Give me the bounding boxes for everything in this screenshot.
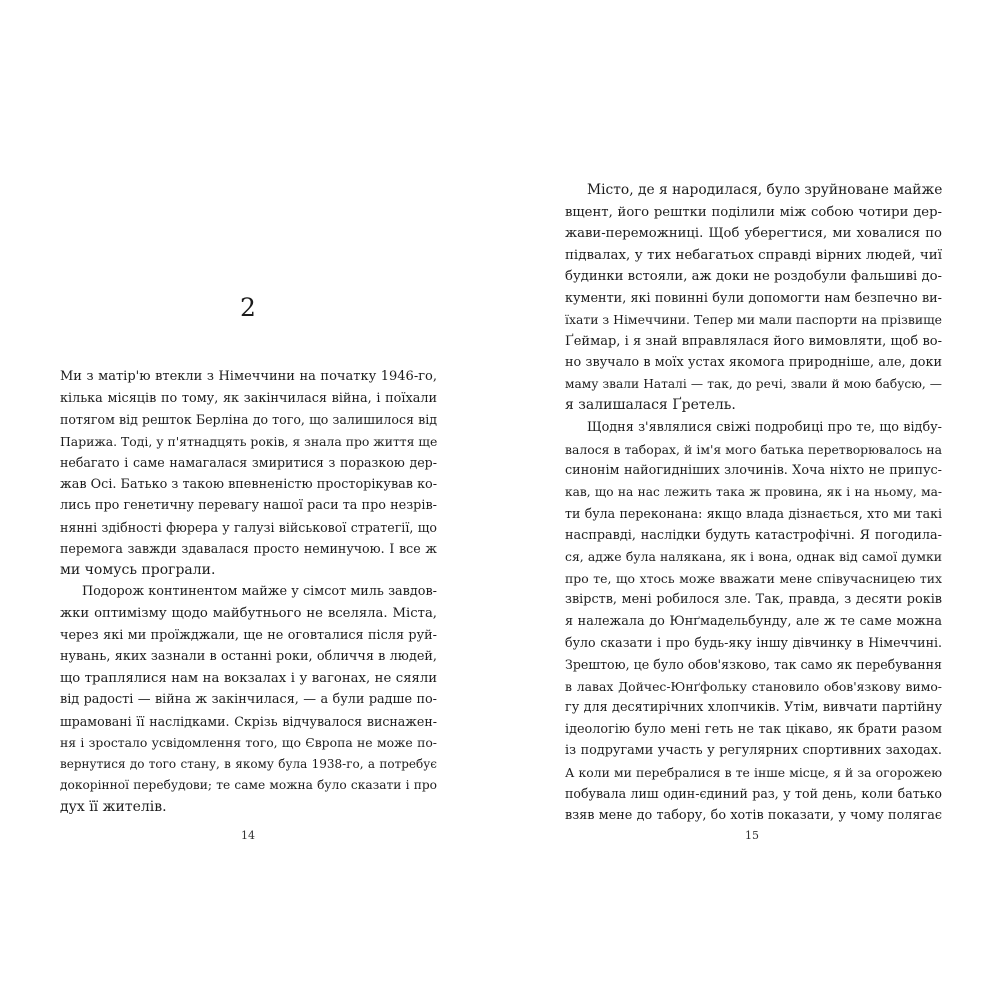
- text-line: про те, що хтось може вважати мене співучасницею тих: [565, 570, 942, 586]
- text-line: А коли ми перебралися в те інше місце, я й за огорожею: [565, 764, 942, 780]
- right-page: [500, 0, 1000, 1000]
- left-page-text: [60, 366, 437, 818]
- text-line: насправді, наслідки будуть катастрофічні. Я погодила-: [565, 527, 942, 543]
- text-line: Подорож континентом майже у сімсот миль завдов-: [82, 584, 437, 600]
- text-line: лись про генетичну перевагу нашої раси та про незрів-: [60, 498, 437, 514]
- text-line: жав Осі. Батько з такою впевненістю просторікував ко-: [60, 476, 438, 492]
- text-line: небагато і саме намагалася змиритися з поразкою дер-: [60, 455, 437, 471]
- text-line: но звучало в моїх устах якомога природніше, але, доки: [565, 355, 942, 371]
- text-line: дух її жителів.: [60, 798, 167, 815]
- text-line: було сказати і про будь-яку іншу дівчинку в Німеччині.: [565, 635, 942, 651]
- text-line: Ґеймар, і я знай вправлялася його вимовляти, щоб во-: [565, 333, 942, 349]
- right-page-text: [565, 180, 942, 826]
- text-line: від радості — війна ж закінчилася, — а були радше по-: [60, 692, 437, 708]
- text-line: будинки встояли, аж доки не роздобули фальшиві до-: [565, 269, 942, 285]
- text-line: через які ми проїжджали, ще не оговталися після руй-: [60, 627, 437, 643]
- text-line: Зрештою, це було обов'язково, так само як перебування: [565, 657, 942, 673]
- text-line: ня і зростало усвідомлення того, що Європа не може по-: [60, 735, 437, 751]
- text-line: гу для десятирічних хлопчиків. Утім, вивчати партійну: [565, 700, 942, 716]
- text-line: в лавах Дойчес-Юнґфольку становило обов'язкову вимо-: [565, 678, 942, 694]
- text-line: я належала до Юнґмадельбунду, але ж те саме можна: [565, 613, 942, 629]
- text-line: жки оптимізму щодо майбутнього не вселяла. Міста,: [60, 606, 437, 622]
- text-line: перемога завжди здавалася просто неминучою. І все ж: [60, 541, 437, 557]
- text-line: докорінної перебудови; те саме можна було сказати і про: [60, 778, 437, 793]
- text-line: потягом від решток Берліна до того, що залишилося від: [60, 412, 437, 428]
- text-line: кілька місяців по тому, як закінчилася війна, і поїхали: [60, 390, 437, 406]
- text-line: Парижа. Тоді, у п'ятнадцять років, я знала про життя ще: [60, 433, 438, 449]
- page-number-right: 15: [745, 829, 759, 842]
- text-line: звірств, мені робилося зле. Так, правда, з десяти років: [565, 592, 942, 608]
- text-line: Ми з матір'ю втекли з Німеччини на початку 1946-го,: [60, 369, 437, 384]
- text-line: із подругами участь у регулярних спортивних заходах.: [565, 743, 942, 759]
- text-line: нувань, яких зазнали в останні роки, обличчя в людей,: [60, 649, 437, 665]
- text-line: ідеологію було мені геть не так цікаво, як брати разом: [565, 721, 942, 737]
- text-line: що траплялися нам на вокзалах і у вагонах, не сяяли: [60, 670, 437, 686]
- text-line: кументи, які повинні були допомогти нам безпечно ви-: [565, 290, 942, 306]
- text-line: Щодня з'являлися свіжі подробиці про те, що відбу-: [587, 420, 942, 436]
- text-line: нянні здібності фюрера у галузі військової стратегії, що: [60, 519, 437, 535]
- text-line: їхати з Німеччини. Тепер ми мали паспорти на прізвище: [565, 312, 942, 328]
- text-line: маму звали Наталі — так, до речі, звали й мою бабусю, —: [565, 376, 942, 391]
- text-line: синонім найогидніших злочинів. Хоча ніхто не припус-: [565, 463, 942, 479]
- text-line: шрамовані її наслідками. Скрізь відчувалося виснажен-: [60, 713, 437, 729]
- text-line: взяв мене до табору, бо хотів показати, у чому полягає: [565, 807, 942, 823]
- text-line: кав, що на нас лежить така ж провина, як і на ньому, ма-: [565, 484, 942, 499]
- text-line: ся, адже була налякана, як і вона, однак від самої думки: [565, 549, 942, 565]
- text-line: ми чомусь програли.: [60, 561, 216, 578]
- text-line: жави-переможниці. Щоб уберегтися, ми ховалися по: [565, 226, 942, 242]
- page-number-left: 14: [241, 829, 255, 842]
- text-line: ти була переконана: якщо влада дізнається, хто ми такі: [565, 506, 942, 522]
- text-line: вщент, його рештки поділили між собою чотири дер-: [565, 204, 942, 220]
- text-line: валося в таборах, й ім'я мого батька перетворювалось на: [565, 441, 942, 457]
- text-line: підвалах, у тих небагатьох справді вірних людей, чиї: [565, 247, 942, 263]
- text-line: побувала лиш один-єдиний раз, у той день, коли батько: [565, 786, 942, 802]
- chapter-number: 2: [240, 293, 256, 322]
- text-line: я залишалася Ґретель.: [565, 397, 736, 414]
- text-line: вернутися до того стану, в якому була 1938-го, а потребує: [60, 756, 437, 771]
- text-line: Місто, де я народилася, було зруйноване майже: [587, 182, 943, 198]
